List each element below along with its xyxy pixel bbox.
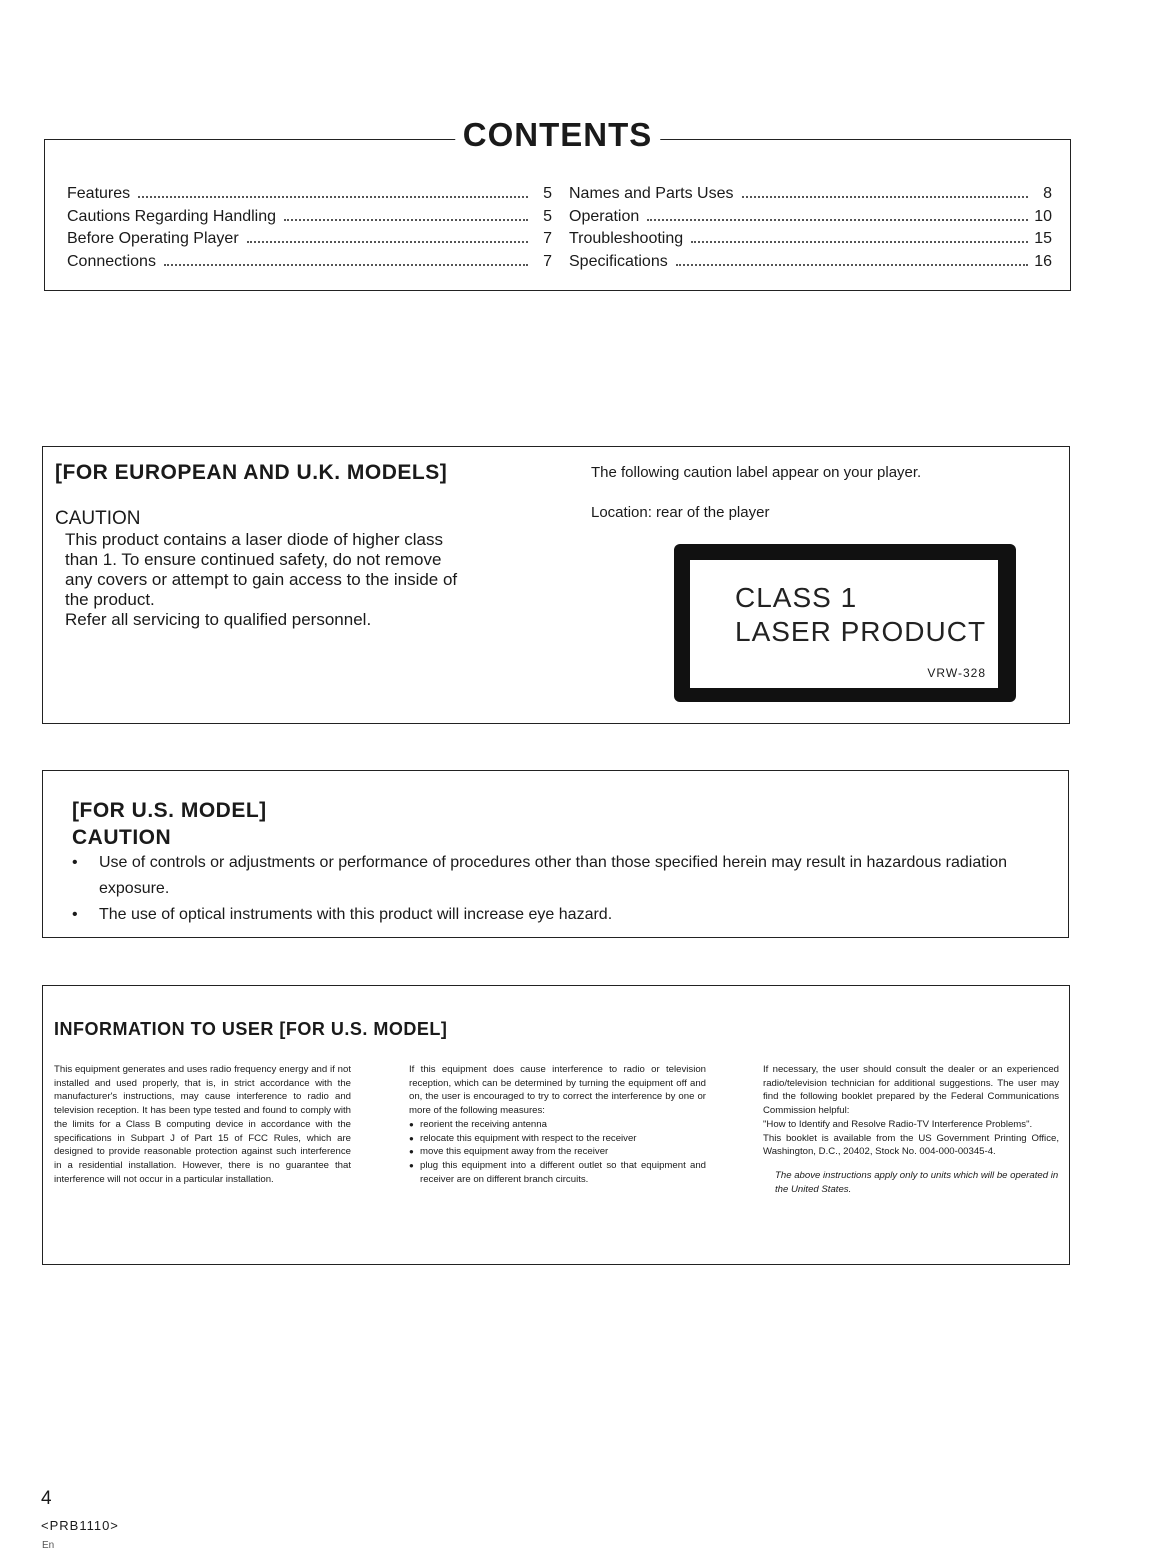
list-item: • Use of controls or adjustments or performance of procedures other than those specified herein may result in hazardous radiation exposure. (65, 850, 1055, 902)
toc-leader-dots (742, 196, 1028, 198)
contents-box (44, 116, 1071, 291)
information-column-1 (54, 1063, 351, 1186)
laser-label-class: CLASS 1 (735, 582, 858, 613)
caution-line: Refer all servicing to qualified personnel. (65, 610, 372, 629)
toc-entry-label: Cautions Regarding Handling (67, 207, 277, 225)
measures-list (409, 1118, 706, 1187)
us-caution-box (42, 770, 1069, 938)
information-column-3 (763, 1063, 1059, 1196)
toc-entry-page: 5 (543, 207, 552, 225)
caution-line: than 1. To ensure continued safety, do not remove (65, 550, 442, 569)
toc-leader-dots (676, 264, 1028, 266)
toc-entry-cautions-regarding-handling[interactable] (67, 208, 552, 231)
laser-class-label (674, 544, 1016, 702)
caution-line: This product contains a laser diode of higher class (65, 530, 443, 549)
caution-line: any covers or attempt to gain access to the inside of (65, 570, 458, 589)
information-box (42, 985, 1070, 1265)
toc-leader-dots (138, 196, 528, 198)
toc-entry-troubleshooting[interactable] (569, 230, 1052, 253)
toc-entry-label: Specifications (569, 252, 668, 270)
contents-title: CONTENTS (455, 116, 661, 154)
toc-leader-dots (164, 264, 528, 266)
toc-entry-page: 5 (543, 185, 552, 202)
list-item: ● move this equipment away from the receiver (409, 1145, 706, 1159)
toc-left-column (67, 185, 552, 275)
information-paragraph: If this equipment does cause interference to radio or television reception, which can be determined by turning the equipment off and on, the user is encouraged to try to correct the interference by one or more of the following measures: (409, 1064, 706, 1117)
toc-entry-page: 8 (1043, 185, 1052, 202)
toc-leader-dots (647, 219, 1028, 221)
laser-label-product: LASER PRODUCT (735, 616, 987, 647)
toc-entry-before-operating-player[interactable] (67, 230, 552, 253)
toc-entry-label: Troubleshooting (569, 230, 684, 247)
information-paragraph: If necessary, the user should consult the dealer or an experienced radio/television technician for additional suggestions. The user may find the following booklet prepared by the Federal Communications Commission helpful: (763, 1064, 1059, 1117)
caution-line: the product. (65, 590, 155, 609)
list-item: ● plug this equipment into a different outlet so that equipment and receiver are on different branch circuits. (409, 1159, 706, 1186)
information-heading: INFORMATION TO USER [FOR U.S. MODEL] (54, 1019, 448, 1039)
european-caution-box (42, 446, 1070, 724)
toc-entry-specifications[interactable] (569, 253, 1052, 276)
document-code: <PRB1110> (41, 1518, 119, 1533)
toc-entry-page: 16 (1034, 252, 1052, 270)
toc-entry-page: 10 (1034, 207, 1052, 225)
toc-leader-dots (691, 241, 1028, 243)
booklet-availability: This booklet is available from the US Government Printing Office, Washington, D.C., 20402, Stock No. 004-000-00345-4. (763, 1132, 1059, 1158)
european-heading: [FOR EUROPEAN AND U.K. MODELS] (55, 461, 448, 484)
booklet-title: "How to Identify and Resolve Radio-TV Interference Problems". (763, 1118, 1033, 1130)
information-column-2 (409, 1063, 706, 1186)
european-caution-title: CAUTION (55, 508, 141, 529)
laser-label-code: VRW-328 (927, 666, 986, 680)
label-location: Location: rear of the player (591, 504, 770, 521)
european-caution-text (65, 530, 545, 630)
label-note: The following caution label appear on your player. (591, 464, 922, 481)
laser-label-inner (690, 560, 998, 688)
toc-entry-names-and-parts-uses[interactable] (569, 185, 1052, 208)
toc-entry-label: Operation (569, 207, 640, 225)
language-code: En (42, 1540, 55, 1551)
toc-entry-features[interactable] (67, 185, 552, 208)
toc-leader-dots (284, 219, 528, 221)
us-caution-title: CAUTION (72, 826, 172, 849)
us-heading: [FOR U.S. MODEL] (72, 799, 267, 822)
us-caution-list (65, 850, 1055, 928)
toc-entry-label: Connections (67, 252, 156, 270)
toc-leader-dots (247, 241, 528, 243)
us-only-note: The above instructions apply only to units which will be operated in the United States. (775, 1169, 1059, 1195)
list-item: ● relocate this equipment with respect to the receiver (409, 1132, 706, 1146)
toc-entry-page: 7 (543, 252, 552, 270)
toc-entry-label: Names and Parts Uses (569, 185, 734, 202)
toc-entry-operation[interactable] (569, 208, 1052, 231)
toc-entry-label: Before Operating Player (67, 230, 239, 247)
list-item: • The use of optical instruments with this product will increase eye hazard. (65, 902, 1055, 928)
toc-entry-connections[interactable] (67, 253, 552, 276)
information-paragraph: This equipment generates and uses radio frequency energy and if not installed and used properly, that is, in strict accordance with the manufacturer's instructions, may cause interference to radio and television reception. It has been type tested and found to comply with the limits for a Class B computing device in accordance with the specifications in Subpart J of Part 15 of FCC Rules, which are designed to provide reasonable protection against such interference in a residential installation. However, there is no guarantee that interference will not occur in a particular installation. (54, 1064, 351, 1185)
toc-entry-page: 15 (1034, 230, 1052, 247)
toc-entry-page: 7 (543, 230, 552, 247)
list-item: ● reorient the receiving antenna (409, 1118, 706, 1132)
page-number: 4 (41, 1488, 52, 1509)
toc-entry-label: Features (67, 185, 131, 202)
toc-right-column (569, 185, 1052, 275)
